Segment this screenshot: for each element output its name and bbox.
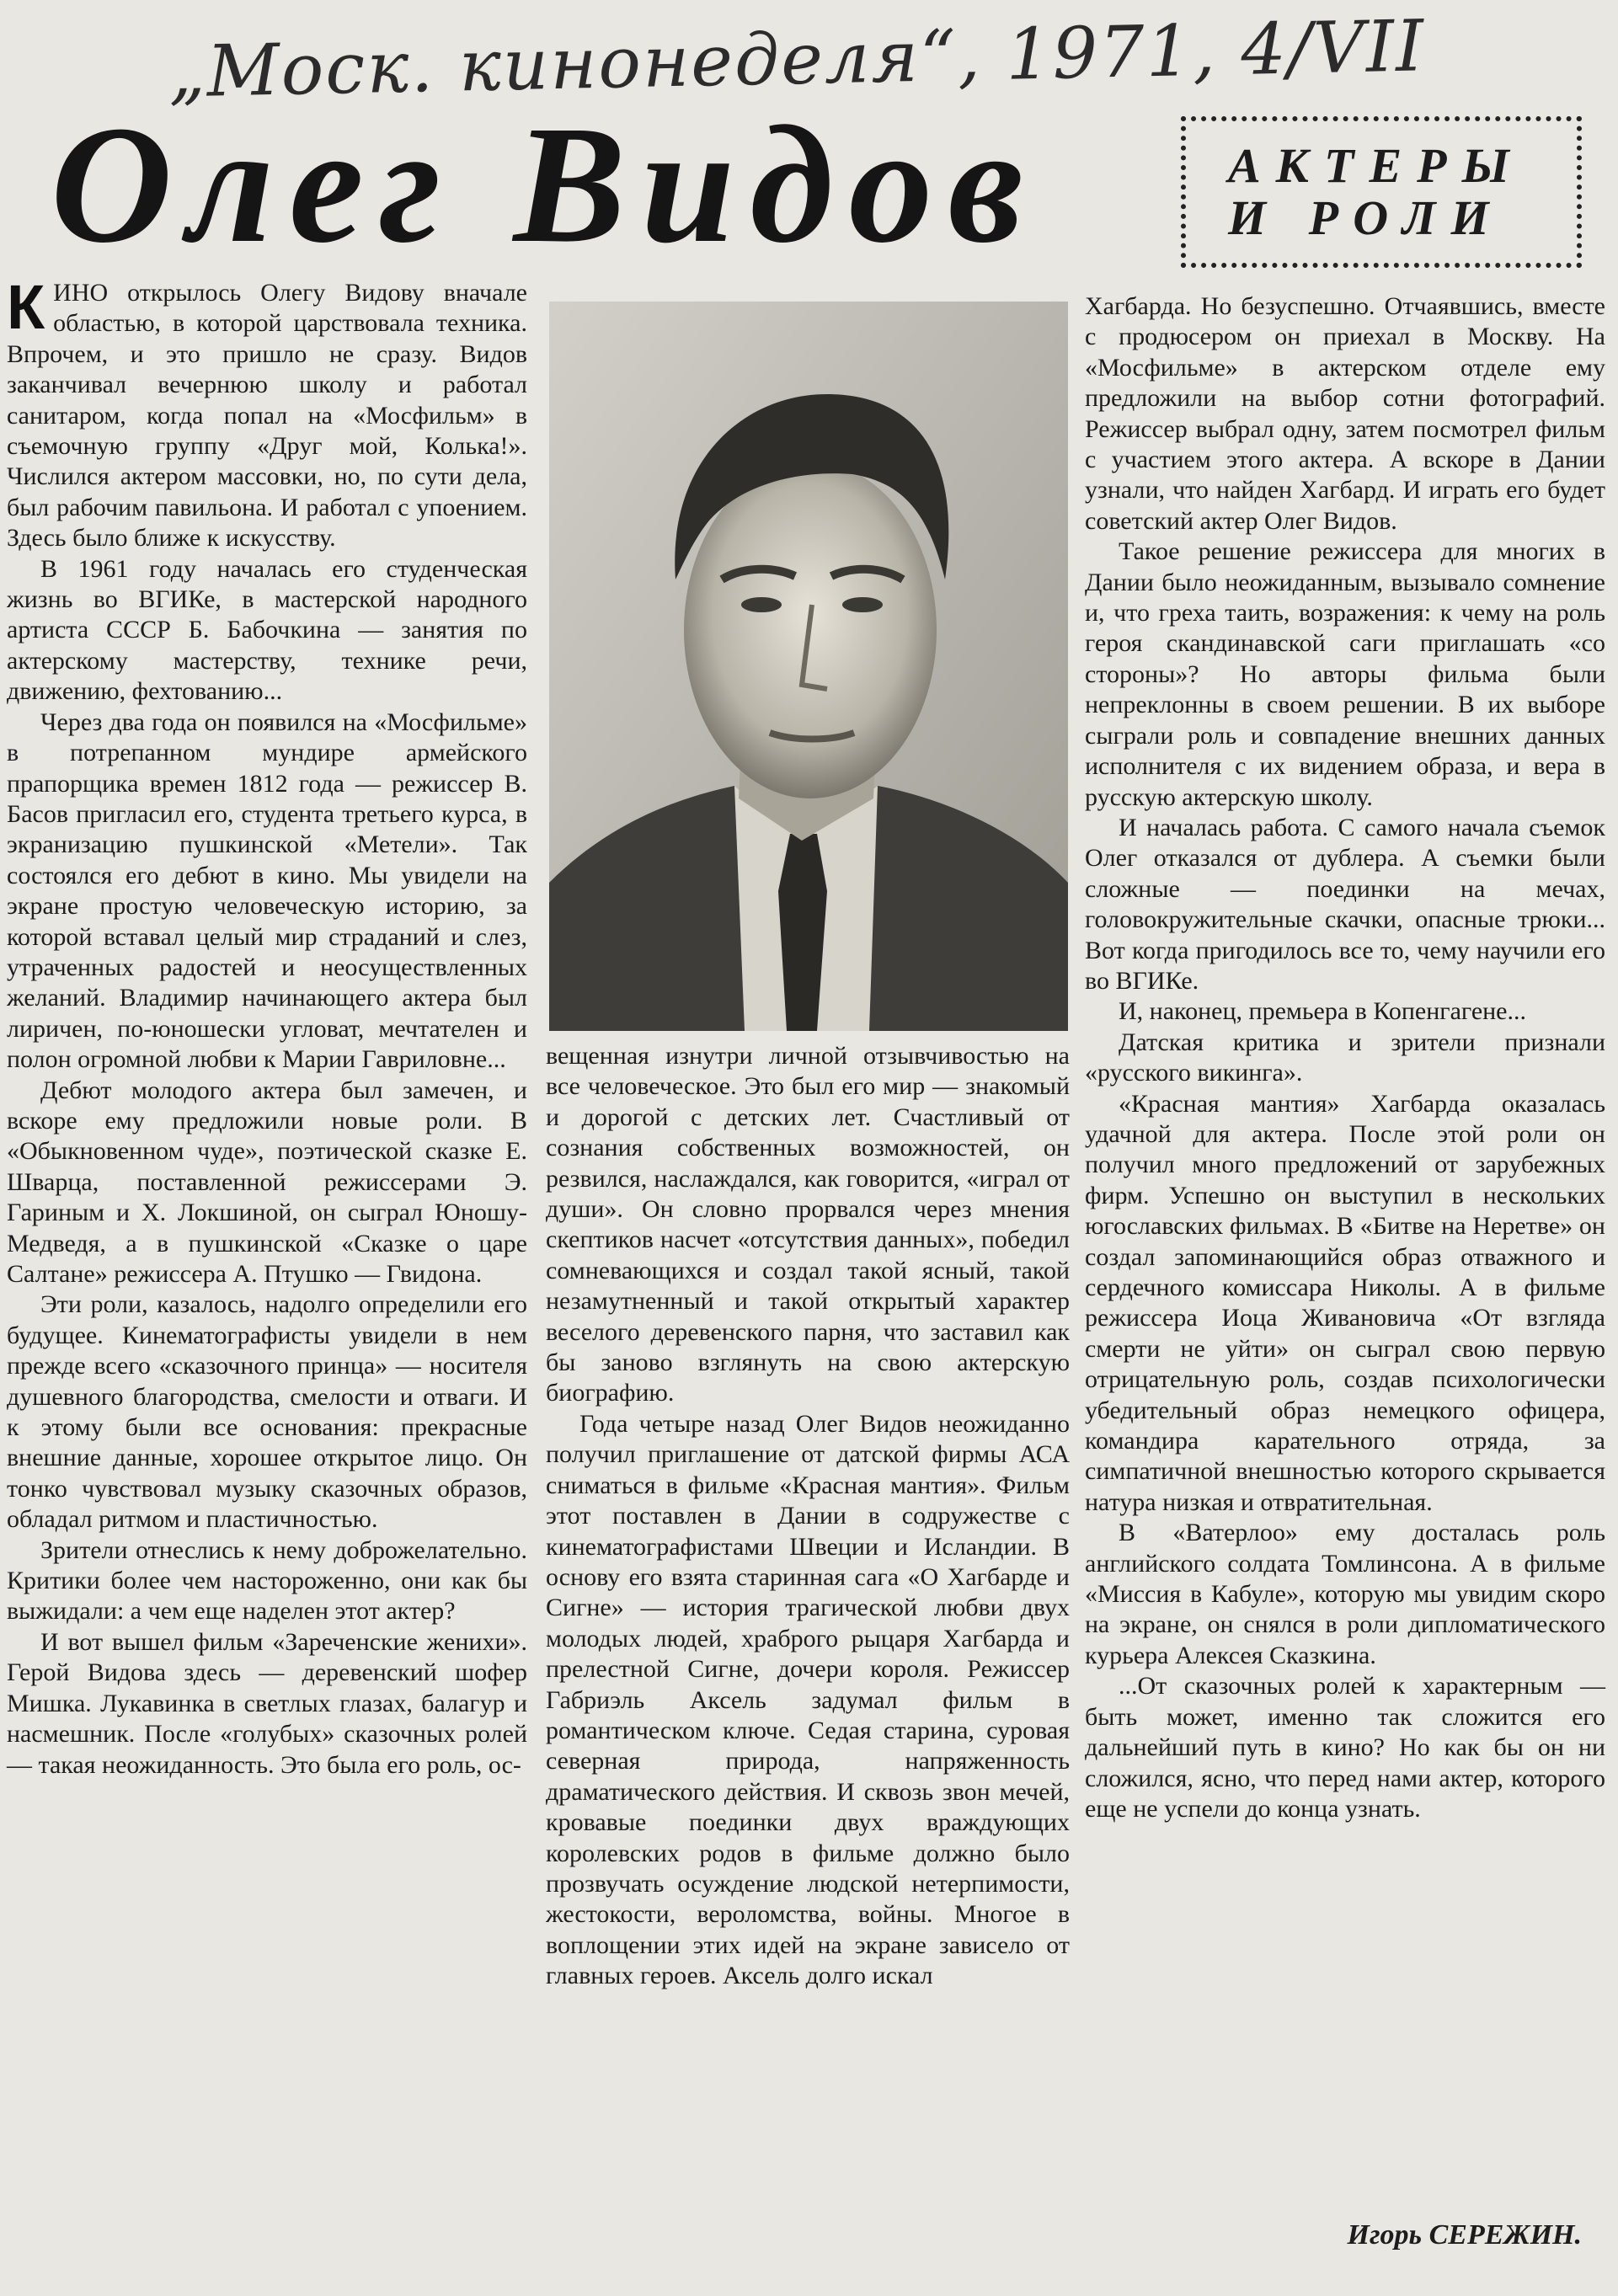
drop-cap-letter: К [7, 272, 45, 342]
article-paragraph: Датская критика и зрители признали «русского викинга». [1085, 1028, 1605, 1087]
article-paragraph: Года четыре назад Олег Видов неожиданно получил приглашение от датской фирмы АСА сниматься в фильме «Красная мантия». Фильм этот поставлен в Дании в содружестве с кинематографистами Швеции и Исландии. В основу его взята старинная сага «О Хагбарде и Сигне» — история трагической любви двух молодых людей, храброго рыцаря Хагбарда и прелестной Сигне, дочери короля. Режиссер Габриэль Аксель задумал фильм в романтическом ключе. Седая старина, суровая северная природа, напряженность драматического действия. И сквозь звон мечей, кровавые поединки двух враждующих королевских родов в фильме должно было прозвучать осуждение людской нетерпимости, жестокости, вероломства, войны. Многое в воплощении этих идей на экране зависело от главных героев. Аксель долго искал [546, 1409, 1070, 1990]
article-paragraph: «Красная мантия» Хагбарда оказалась удачной для актера. После этой роли он получил много предложений от зарубежных фирм. Успешно он выступил в нескольких югославских фильмах. В «Битве на Неретве» он создал запоминающийся образ отважного и сердечного комиссара Николы. А в фильме режиссера Иоца Живановича «От взгляда смерти не уйти» он сыграл свою первую отрицательную роль, создав психологически убедительный образ немецкого офицера, командира карательного отряда, за симпатичной внешностью которого скрывается натура низкая и отвратительная. [1085, 1089, 1605, 1516]
article-paragraph: КИНО открылось Олегу Видову вначале областью, в которой царствовала техника. Впрочем, и это пришло не сразу. Видов заканчивал вечернюю школу и работал санитаром, когда попал на «Мосфильм» в съемочную группу «Друг мой, Колька!». Числился актером массовки, но, по сути дела, был рабочим павильона. И работал с упоением. Здесь было ближе к искусству. [7, 272, 527, 553]
article-paragraph: В «Ватерлоо» ему досталась роль английского солдата Томлинсона. А в фильме «Миссия в Кабуле», которую мы увидим скоро на экране, он снялся в роли дипломатического курьера Алексея Сказкина. [1085, 1519, 1605, 1669]
portrait-illustration [549, 302, 1068, 1031]
article-paragraph: И началась работа. С самого начала съемок Олег отказался от дублера. А съемки были сложные — поединки на мечах, головокружительные скачки, опасные трюки... Вот когда пригодилось все то, чему научили его во ВГИКе. [1085, 813, 1605, 995]
rubric-line-1: АКТЕРЫ [1228, 138, 1525, 193]
article-column-2 [546, 1041, 1070, 2279]
article-paragraph: Зрители отнеслись к нему доброжелательно. Критики более чем настороженно, они как бы выжидали: а чем еще наделен этот актер? [7, 1535, 527, 1626]
rubric-box [1181, 116, 1582, 268]
article-paragraph: Дебют молодого актера был замечен, и вскоре ему предложили новые роли. В «Обыкновенном чуде», поэтической сказке Е. Шварца, поставленной режиссерами Э. Гариным и Х. Локшиной, он сыграл Юношу-Медведя, а в пушкинской «Сказке о царе Салтане» режиссера А. Птушко — Гвидона. [7, 1076, 527, 1288]
article-paragraph: Хагбарда. Но безуспешно. Отчаявшись, вместе с продюсером он приехал в Москву. На «Мосфильме» в актерском отделе ему предложили на выбор сотни фотографий. Режиссер выбрал одну, затем посмотрел фильм с участием этого актера. А вскоре в Дании узнали, что найден Хагбард. И играть его будет советский актер Олег Видов. [1085, 292, 1605, 535]
article-paragraph: Такое решение режиссера для многих в Дании было неожиданным, вызывало сомнение и, что греха таить, возражения: к чему на роль героя скандинавской саги приглашать «со стороны»? Но авторы фильма были непреклонны в своем решении. В их выборе сыграли роль и совпадение внешних данных исполнителя с их видением образа, и вера в русскую актерскую школу. [1085, 537, 1605, 811]
actor-portrait-photo [549, 302, 1068, 1031]
rubric-line-2: И РОЛИ [1228, 190, 1504, 245]
article-paragraph: И вот вышел фильм «Зареченские женихи». Герой Видова здесь — деревенский шофер Мишка. Лукавинка в светлых глазах, балагур и насмешник. После «голубых» сказочных ролей — такая неожиданность. Это была его роль, ос- [7, 1627, 527, 1779]
article-paragraph: Через два года он появился на «Мосфильме» в потрепанном мундире армейского прапорщика времен 1812 года — режиссер В. Басов пригласил его, студента третьего курса, в экранизацию пушкинской «Метели». Так состоялся его дебют в кино. Мы увидели на экране простую человеческую историю, за которой вставал целый мир страданий и слез, утраченных радостей и неосуществленных желаний. Владимир начинающего актера был лиричен, по-юношески угловат, мечтателен и полон огромной любви к Марии Гавриловне... [7, 707, 527, 1074]
article-paragraph: ...От сказочных ролей к характерным — быть может, именно так сложится его дальнейший путь в кино? Но как бы он ни сложился, ясно, что перед нами актер, которого еще не успели до конца узнать. [1085, 1672, 1605, 1823]
article-paragraph: Эти роли, казалось, надолго определили его будущее. Кинематографисты увидели в нем прежде всего «сказочного принца» — носителя душевного благородства, смелости и отваги. И к этому были все основания: прекрасные внешние данные, хорошее открытое лицо. Он тонко чувствовал музыку сказочных образов, обладал ритмом и пластичностью. [7, 1290, 527, 1534]
handwritten-source-note: „Моск. кинонеделя“, 1971, 4/VII [168, 4, 1427, 114]
article-headline: Олег Видов [51, 92, 1039, 278]
article-paragraph: И, наконец, премьера в Копенгагене... [1119, 997, 1526, 1026]
author-signature: Игорь СЕРЕЖИН. [1347, 2219, 1582, 2251]
article-paragraph: В 1961 году началась его студенческая жизнь во ВГИКе, в мастерской народного артиста СССР Б. Бабочкина — занятия по актерскому мастерству, технике речи, движению, фехтованию... [7, 554, 527, 706]
article-column-3 [1085, 291, 1605, 2245]
article-paragraph: вещенная изнутри личной отзывчивостью на все человеческое. Это был его мир — знакомый и дорогой с детских лет. Счастливый от сознания собственных возможностей, он резвился, наслаждался, как говорится, «играл от души». Он словно прорвался через мнения скептиков насчет «отсутствия данных», победил сомневающихся и создал такой ясный, такой незамутненный и такой открытый характер веселого деревенского парня, что заставил как бы заново взглянуть на свою актерскую биографию. [546, 1042, 1070, 1407]
article-column-1 [7, 272, 527, 2274]
